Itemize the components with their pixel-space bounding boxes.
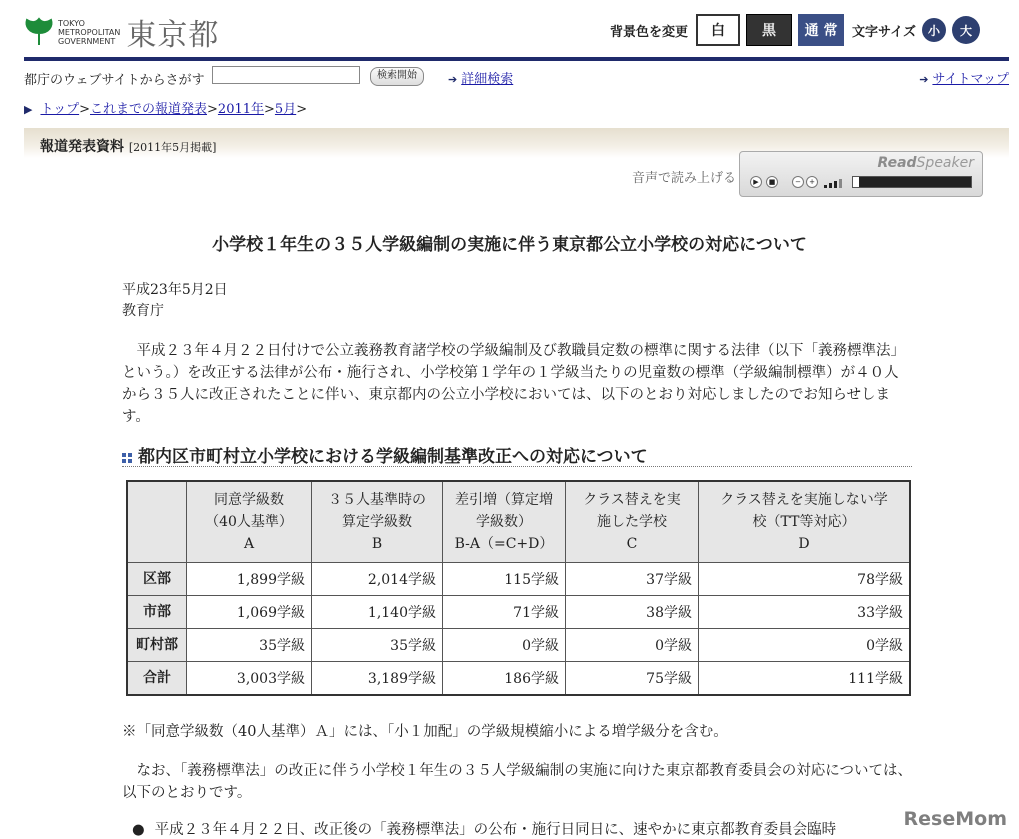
row-label: 合計 bbox=[127, 662, 187, 696]
table-corner bbox=[127, 481, 187, 563]
site-header bbox=[0, 0, 1019, 60]
breadcrumb-top[interactable]: トップ bbox=[40, 102, 80, 117]
breadcrumb-year[interactable]: 2011年 bbox=[217, 102, 265, 117]
font-large-button[interactable]: 大 bbox=[952, 16, 980, 44]
intro-paragraph: 平成２３年４月２２日付けで公立義務教育諸学校の学級編制及び教職員定数の標準に関する法律（以下「義務標準法」という。）を改正する法律が公布・施行され、小学校第１学年の１学級当たりの児童数の標準（学級編制標準）が４０人から３５人に改正されたことに伴い、東京都内の公立小学校においては、以下のとおり対応しましたのでお知らせします。 bbox=[122, 343, 905, 425]
breadcrumb-month[interactable]: 5月 bbox=[274, 102, 297, 117]
table-cell: 3,189学級 bbox=[312, 662, 443, 696]
article-date: 平成23年5月2日 bbox=[122, 282, 228, 298]
table-row bbox=[127, 596, 910, 629]
breadcrumb: ▶ トップ>これまでの報道発表>2011年>5月> bbox=[24, 102, 308, 117]
col-header-ba: 差引増（算定増 学級数） B-A（=C+D） bbox=[443, 481, 566, 563]
breadcrumb-press-releases[interactable]: これまでの報道発表 bbox=[90, 102, 208, 117]
search-label: 都庁のウェブサイトからさがす bbox=[24, 73, 205, 88]
readspeaker-logo: ReadSpeaker bbox=[877, 155, 974, 171]
row-label: 区部 bbox=[127, 563, 187, 596]
triangle-right-icon: ▶ bbox=[24, 103, 33, 116]
bullet-dot-icon: ● bbox=[132, 822, 145, 838]
stop-icon[interactable]: ■ bbox=[766, 176, 778, 188]
table-cell: 1,899学級 bbox=[187, 563, 312, 596]
table-cell: 1,140学級 bbox=[312, 596, 443, 629]
arrow-right-icon: ➔ bbox=[448, 73, 458, 86]
section-title: 報道発表資料 [2011年5月掲載] bbox=[40, 139, 217, 155]
table-cell: 2,014学級 bbox=[312, 563, 443, 596]
advanced-search-link[interactable]: ➔ 詳細検索 bbox=[448, 72, 514, 87]
search-button[interactable]: 検索開始 bbox=[370, 67, 424, 86]
table-cell: 0学級 bbox=[699, 629, 911, 662]
bg-black-button[interactable]: 黒 bbox=[746, 14, 792, 46]
bg-normal-button[interactable]: 通 常 bbox=[798, 14, 844, 46]
progress-thumb[interactable] bbox=[853, 177, 859, 187]
table-cell: 35学級 bbox=[187, 629, 312, 662]
table-cell: 1,069学級 bbox=[187, 596, 312, 629]
table-cell: 115学級 bbox=[443, 563, 566, 596]
table-cell: 38学級 bbox=[566, 596, 699, 629]
row-label: 市部 bbox=[127, 596, 187, 629]
arrow-right-icon: ➔ bbox=[919, 73, 929, 86]
row-label: 町村部 bbox=[127, 629, 187, 662]
col-header-d: クラス替えを実施しない学 校（TT等対応） D bbox=[699, 481, 911, 563]
table-note: ※「同意学級数（40人基準）Ａ」には、「小１加配」の学級規模縮小による増学級分を含む。 bbox=[122, 724, 728, 740]
ginkgo-leaf-icon bbox=[24, 17, 54, 47]
table-cell: 78学級 bbox=[699, 563, 911, 596]
followup-paragraph: なお、「義務標準法」の改正に伴う小学校１年生の３５人学級編制の実施に向けた東京都教育委員会の対応については、以下のとおりです。 bbox=[122, 763, 912, 801]
table-cell: 37学級 bbox=[566, 563, 699, 596]
play-icon[interactable]: ▶ bbox=[750, 176, 762, 188]
table-cell: 3,003学級 bbox=[187, 662, 312, 696]
col-header-a: 同意学級数 （40人基準） A bbox=[187, 481, 312, 563]
volume-up-icon[interactable]: + bbox=[806, 176, 818, 188]
section-heading: 都内区市町村立小学校における学級編制基準改正への対応について bbox=[122, 442, 912, 467]
table-cell: 33学級 bbox=[699, 596, 911, 629]
search-input[interactable] bbox=[212, 66, 360, 84]
article-department: 教育庁 bbox=[122, 303, 164, 319]
col-header-c: クラス替えを実 施した学校 C bbox=[566, 481, 699, 563]
volume-down-icon[interactable]: − bbox=[792, 176, 804, 188]
table-row bbox=[127, 629, 910, 662]
display-controls bbox=[610, 14, 980, 46]
header-divider bbox=[24, 57, 1009, 61]
search-bar bbox=[24, 66, 1009, 88]
logo-title: 東京都 bbox=[126, 18, 220, 53]
table-cell: 71学級 bbox=[443, 596, 566, 629]
table-cell: 111学級 bbox=[699, 662, 911, 696]
table-cell: 0学級 bbox=[443, 629, 566, 662]
table-cell: 0学級 bbox=[566, 629, 699, 662]
font-small-button[interactable]: 小 bbox=[922, 18, 946, 42]
table-header-row bbox=[127, 481, 910, 563]
table-cell: 35学級 bbox=[312, 629, 443, 662]
table-cell: 186学級 bbox=[443, 662, 566, 696]
article-title: 小学校１年生の３５人学級編制の実施に伴う東京都公立小学校の対応について bbox=[212, 235, 807, 255]
font-size-label: 文字サイズ bbox=[852, 24, 916, 40]
bg-color-label: 背景色を変更 bbox=[610, 24, 689, 40]
section-date: [2011年5月掲載] bbox=[128, 141, 217, 154]
table-cell: 75学級 bbox=[566, 662, 699, 696]
table-row bbox=[127, 563, 910, 596]
volume-level-icon bbox=[824, 178, 846, 188]
class-count-table bbox=[126, 480, 911, 696]
logo-small-text: TOKYO METROPOLITAN GOVERNMENT bbox=[58, 18, 121, 46]
bg-white-button[interactable]: 白 bbox=[696, 14, 740, 46]
readspeaker-label: 音声で読み上げる bbox=[632, 171, 737, 186]
tokyo-logo[interactable] bbox=[24, 10, 219, 54]
resemom-watermark: ReseMom bbox=[903, 808, 1007, 830]
bullet-square-icon bbox=[122, 453, 132, 463]
progress-bar[interactable] bbox=[852, 176, 972, 188]
table-row bbox=[127, 662, 910, 696]
col-header-b: ３５人基準時の 算定学級数 B bbox=[312, 481, 443, 563]
sitemap-link[interactable]: ➔ サイトマップ bbox=[919, 72, 1009, 87]
article-meta bbox=[122, 280, 228, 322]
list-item: ● 平成２３年４月２２日、改正後の「義務標準法」の公布・施行日同日に、速やかに東京都教育委員会臨時 bbox=[132, 822, 837, 838]
readspeaker-player bbox=[739, 151, 983, 197]
